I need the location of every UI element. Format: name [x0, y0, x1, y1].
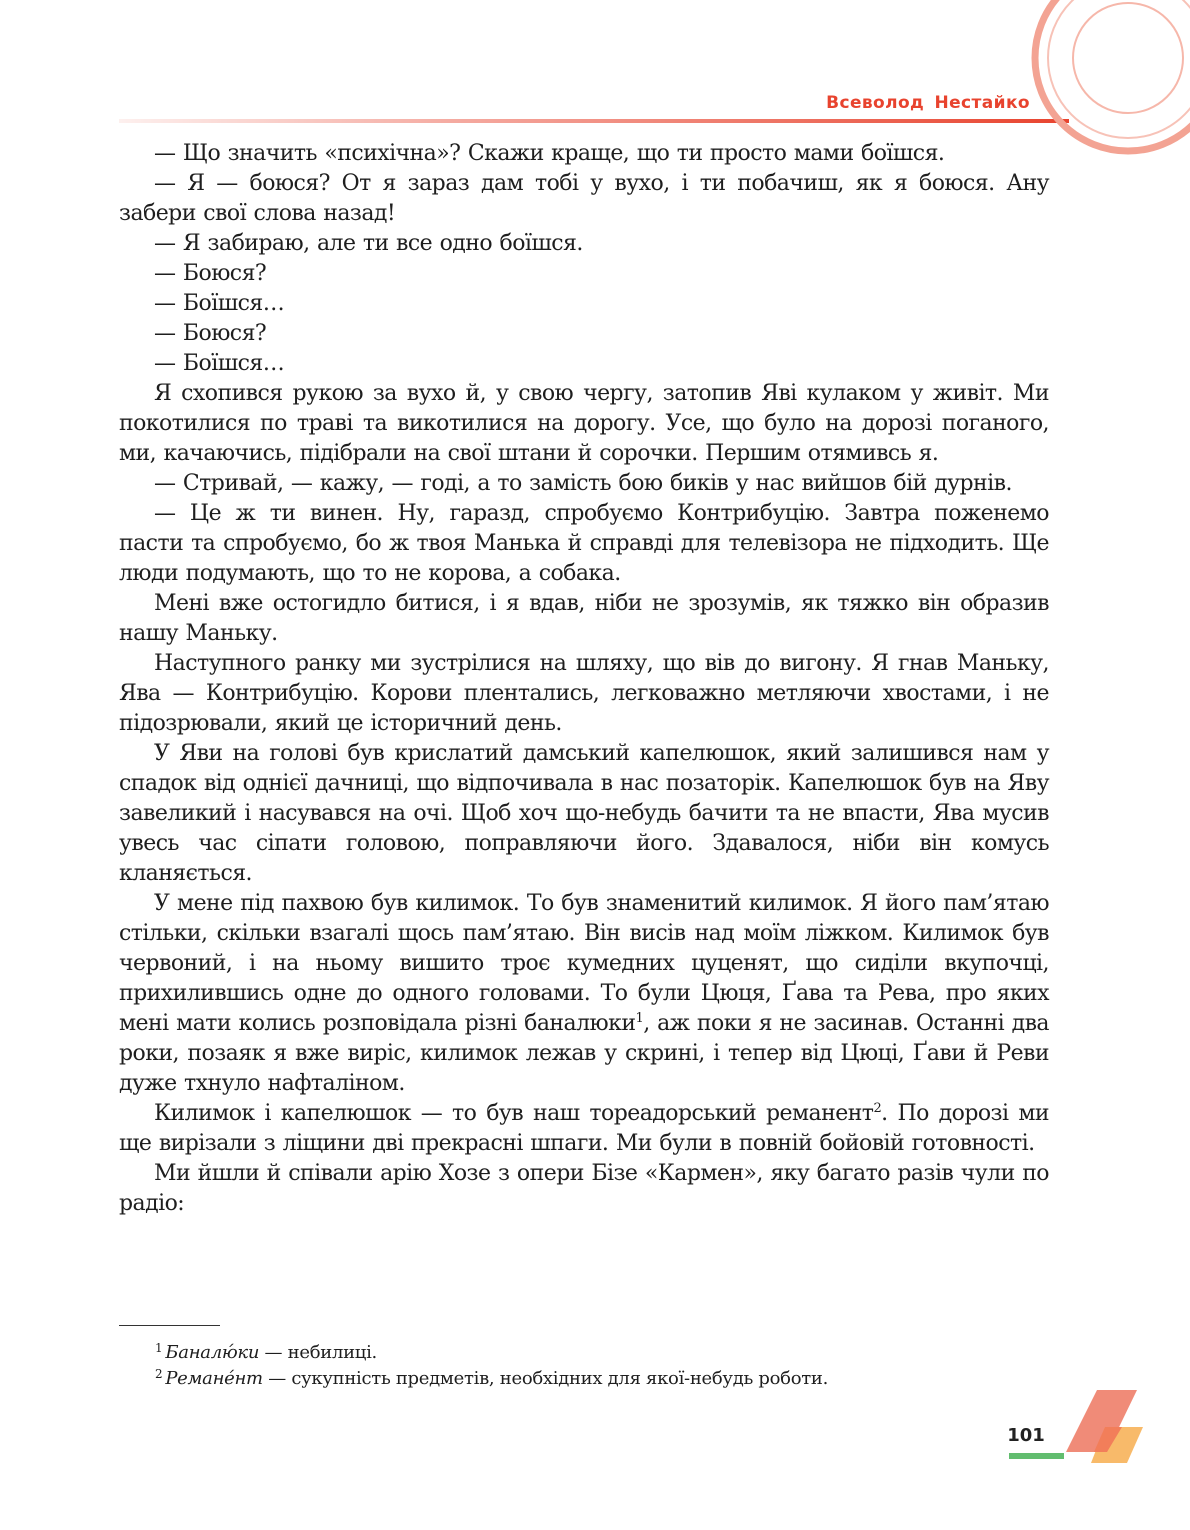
footnote-definition: — небилиці. [259, 1342, 377, 1363]
corner-rings-icon [1035, 0, 1190, 151]
footnote-number: 1 [155, 1341, 163, 1355]
footnote-term: Реманéнт [165, 1368, 263, 1389]
footnote [155, 1340, 1035, 1366]
footnote-term: Баналю́ки [165, 1342, 260, 1363]
footnotes [155, 1340, 1035, 1392]
paragraph: Наступного ранку ми зустрілися на шляху, що вів до вигону. Я гнав Маньку, Ява — Контрибуцію. Корови плентались, легковажно метляючи хвостами, і не підозрювали, який це історичний день. [119, 651, 1049, 736]
footnote-number: 2 [155, 1367, 163, 1381]
paragraph: — Я забираю, але ти все одно боїшся. [154, 231, 583, 256]
footnote-definition: — сукупність предметів, необхідних для якої-небудь роботи. [262, 1368, 829, 1389]
running-header-author: Всеволод Нестайко [826, 93, 1030, 113]
paragraph: — Це ж ти винен. Ну, гаразд, спробуємо Контрибуцію. Завтра поженемо пасти та спробуємо, бо ж твоя Манька й справді для телевізора не підходить. Ще люди подумають, що то не корова, а собака. [119, 501, 1049, 586]
paragraph: — Що значить «психічна»? Скажи краще, що ти просто мами боїшся. [154, 141, 945, 166]
paragraph: — Стривай, — кажу, — годі, а то замість бою биків у нас вийшов бій дурнів. [154, 471, 1012, 496]
paragraph: Я схопився рукою за вухо й, у свою чергу, затопив Яві кулаком у живіт. Ми покотилися по траві та викотилися на дорогу. Усе, що було на дорозі поганого, ми, качаючись, підібрали на свої штани й сорочки. Першим отямивсь я. [119, 381, 1049, 466]
corner-tabs-icon [1066, 1390, 1143, 1463]
paragraph: У Яви на голові був крислатий дамський капелюшок, який залишився нам у спадок від однієї дачниці, що відпочивала в нас позаторік. Капелюшок був на Яву завеликий і насувався на очі. Щоб хоч що-небудь бачити та не впасти, Ява мусив увесь час сіпати головою, поправляючи його. Здавалося, ніби він комусь кланяється. [119, 741, 1049, 886]
footnote-divider [119, 1325, 220, 1326]
footnote-reference[interactable]: 2 [873, 1101, 882, 1116]
paragraph: Мені вже остогидло битися, і я вдав, ніби не зрозумів, як тяжко він образив нашу Маньку. [119, 591, 1049, 646]
paragraph: У мене під пахвою був килимок. То був знаменитий килимок. Я його пам’ятаю стільки, скільки взагалі щось пам’ятаю. Він висів над моїм ліжком. Килимок був червоний, і на ньому вишито троє кумедних цуценят, що сиділи вкупочці, прихилившись одне до одного головами. То були Цюця, Ґава та Рева, про яких мені мати колись розповідала різні баналюки$^1$, аж поки я не засинав. Останні два роки, позаяк я вже виріс, килимок лежав у скрині, і тепер від Цюці, Ґави й Реви дуже тхнуло нафталіном. [119, 891, 1049, 1096]
paragraph: Ми йшли й співали арію Хозе з опери Бізе «Кармен», яку багато разів чули по радіо: [119, 1161, 1049, 1216]
footnote [155, 1366, 1035, 1392]
page-number: 101 [1007, 1425, 1045, 1446]
page-number-bar [1009, 1453, 1064, 1459]
paragraph: — Я — боюся? От я зараз дам тобі у вухо, і ти побачиш, як я боюся. Ану забери свої слова назад! [119, 171, 1049, 226]
paragraph: Килимок і капелюшок — то був наш тореадорський реманент$^2$. По дорозі ми ще вирізали з ліщини дві прекрасні шпаги. Ми були в повній бойовій готовності. [119, 1101, 1049, 1156]
footnote-reference[interactable]: 1 [635, 1011, 644, 1026]
paragraph: — Боюся? [154, 261, 267, 286]
paragraph: — Боїшся… [154, 291, 285, 316]
header-rule [119, 119, 1069, 123]
paragraph: — Боюся? [154, 321, 267, 346]
paragraph: — Боїшся… [154, 351, 285, 376]
story-text [119, 139, 1049, 1219]
